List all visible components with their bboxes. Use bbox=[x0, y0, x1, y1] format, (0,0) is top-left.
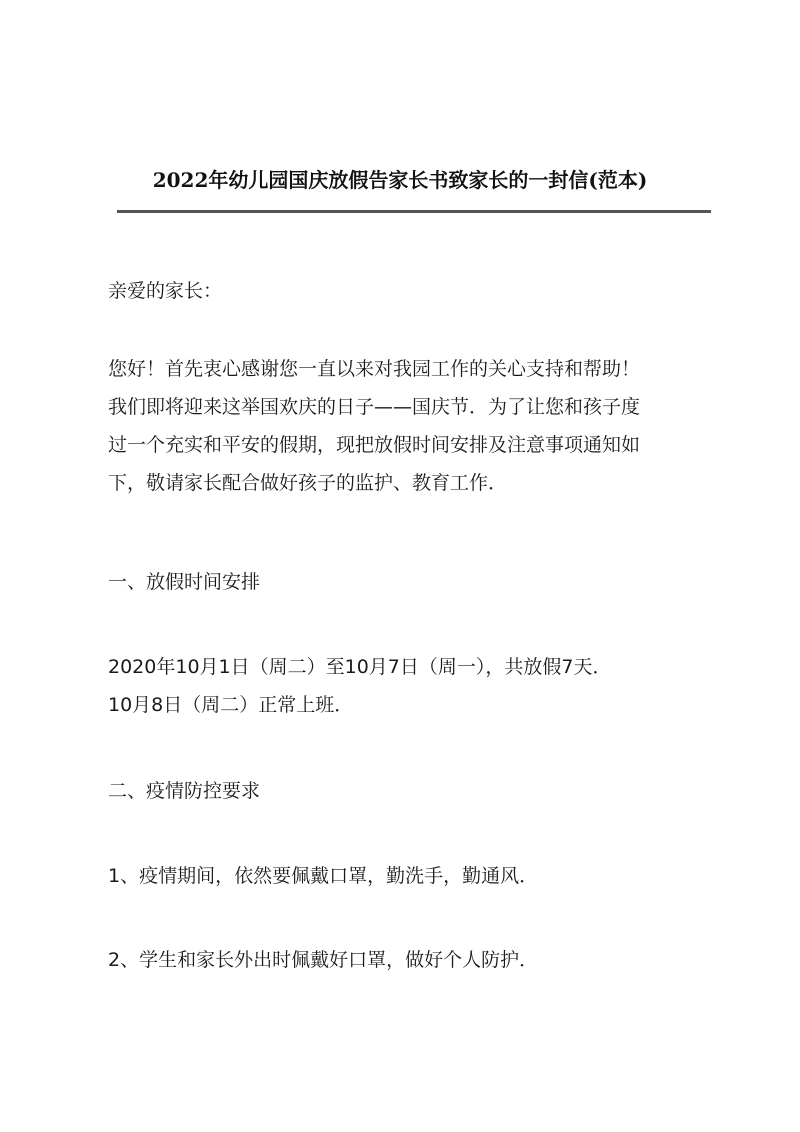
title-underline bbox=[117, 210, 711, 213]
section1-paragraph bbox=[108, 648, 708, 724]
intro-line: 我们即将迎来这举国欢庆的日子——国庆节．为了让您和孩子度 bbox=[108, 396, 641, 418]
intro-paragraph bbox=[108, 350, 708, 502]
section1-line: 10月8日（周二）正常上班． bbox=[108, 694, 354, 716]
section1-heading: 一、放假时间安排 bbox=[108, 571, 261, 593]
list-item: 1、疫情期间，依然要佩戴口罩，勤洗手，勤通风． bbox=[108, 865, 539, 887]
intro-line: 过一个充实和平安的假期，现把放假时间安排及注意事项通知如 bbox=[108, 434, 641, 456]
document-title: 2022年幼儿园国庆放假告家长书致家长的一封信(范本) bbox=[152, 168, 648, 192]
intro-line: 下，敬请家长配合做好孩子的监护、教育工作． bbox=[108, 472, 508, 494]
greeting: 亲爱的家长： bbox=[108, 280, 223, 302]
intro-line: 您好！首先衷心感谢您一直以来对我园工作的关心支持和帮助！ bbox=[108, 358, 641, 380]
list-item: 2、学生和家长外出时佩戴好口罩，做好个人防护． bbox=[108, 949, 539, 971]
section2-heading: 二、疫情防控要求 bbox=[108, 780, 261, 802]
section1-line: 2020年10月1日（周二）至10月7日（周一），共放假7天． bbox=[108, 656, 612, 678]
